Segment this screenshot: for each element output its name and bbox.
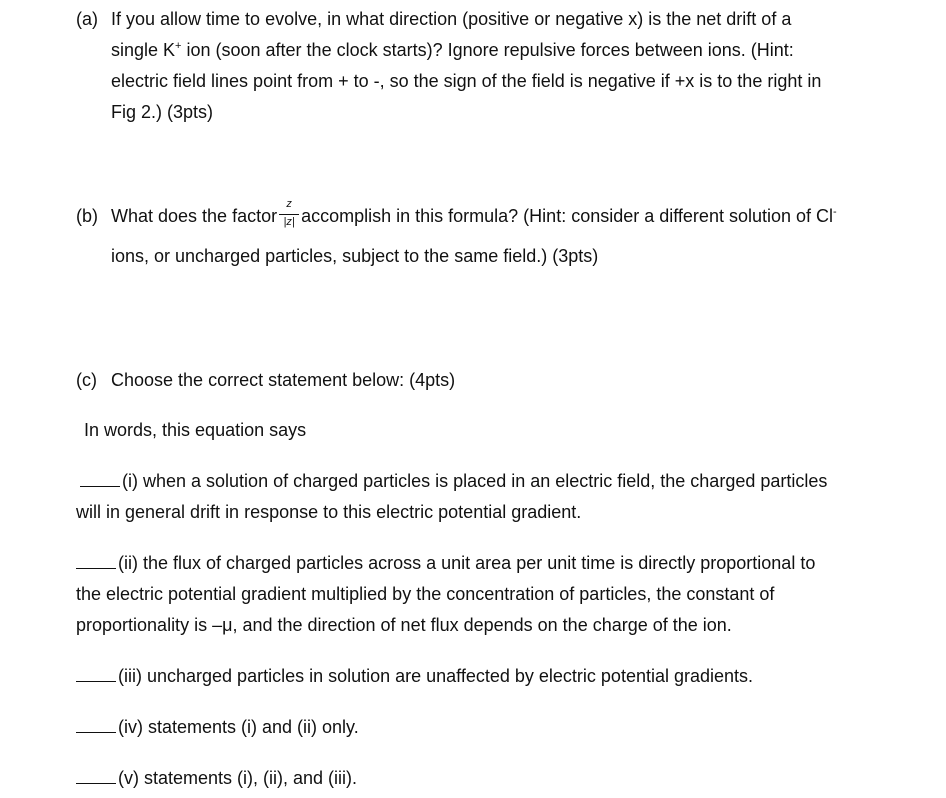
part-b-line-2: ions, or uncharged particles, subject to the same field.) (3pts): [111, 246, 599, 266]
fraction-numerator: z: [286, 198, 292, 211]
part-c-prompt: Choose the correct statement below: (4pts): [111, 370, 456, 390]
option-i-line-1: (i) when a solution of charged particles is placed in an electric field, the charged particles: [80, 470, 827, 492]
part-a-label: (a): [76, 9, 98, 29]
z-over-abs-z-fraction: [279, 198, 299, 229]
option-ii-line-1: (ii) the flux of charged particles across a unit area per unit time is directly proportional to: [76, 552, 815, 574]
k-ion-charge-superscript: +: [175, 40, 182, 52]
answer-blank-v[interactable]: [76, 769, 116, 784]
option-ii-line-3: proportionality is –μ, and the direction of net flux depends on the charge of the ion.: [76, 615, 732, 635]
part-a-line-2: [111, 39, 794, 61]
part-a-line-2-pre: single K: [111, 40, 176, 60]
part-a-line-3: electric field lines point from + to -, so the sign of the field is negative if +x is to the right in: [111, 71, 822, 91]
part-a-line-4: Fig 2.) (3pts): [111, 102, 214, 122]
option-ii-line-2: the electric potential gradient multiplied by the concentration of particles, the constant of: [76, 584, 775, 604]
answer-blank-iii[interactable]: [76, 667, 116, 682]
part-b-line-1: [111, 198, 837, 229]
part-a-line-1: If you allow time to evolve, in what direction (positive or negative x) is the net drift of a: [111, 9, 792, 29]
answer-blank-iv[interactable]: [76, 718, 116, 733]
part-a-line-2-post: ion (soon after the clock starts)? Ignore repulsive forces between ions. (Hint:: [181, 40, 794, 60]
option-iv-line-1: (iv) statements (i) and (ii) only.: [76, 716, 359, 738]
answer-blank-ii[interactable]: [76, 554, 116, 569]
fraction-denominator: |z|: [283, 216, 295, 229]
part-c-intro: In words, this equation says: [84, 420, 307, 440]
part-b-line-1-pre: What does the factor: [111, 206, 278, 226]
option-v-line-1: (v) statements (i), (ii), and (iii).: [76, 767, 357, 789]
option-iii-line-1: (iii) uncharged particles in solution are unaffected by electric potential gradients.: [76, 665, 753, 687]
fraction-bar: [279, 214, 299, 215]
answer-blank-i[interactable]: [80, 472, 120, 487]
part-c-label: (c): [76, 370, 97, 390]
part-b-line-1-post: accomplish in this formula? (Hint: consider a different solution of Cl: [301, 206, 834, 226]
cl-ion-charge-superscript: -: [833, 206, 837, 218]
option-i-line-2: will in general drift in response to this electric potential gradient.: [76, 502, 582, 522]
part-b-label: (b): [76, 206, 98, 226]
